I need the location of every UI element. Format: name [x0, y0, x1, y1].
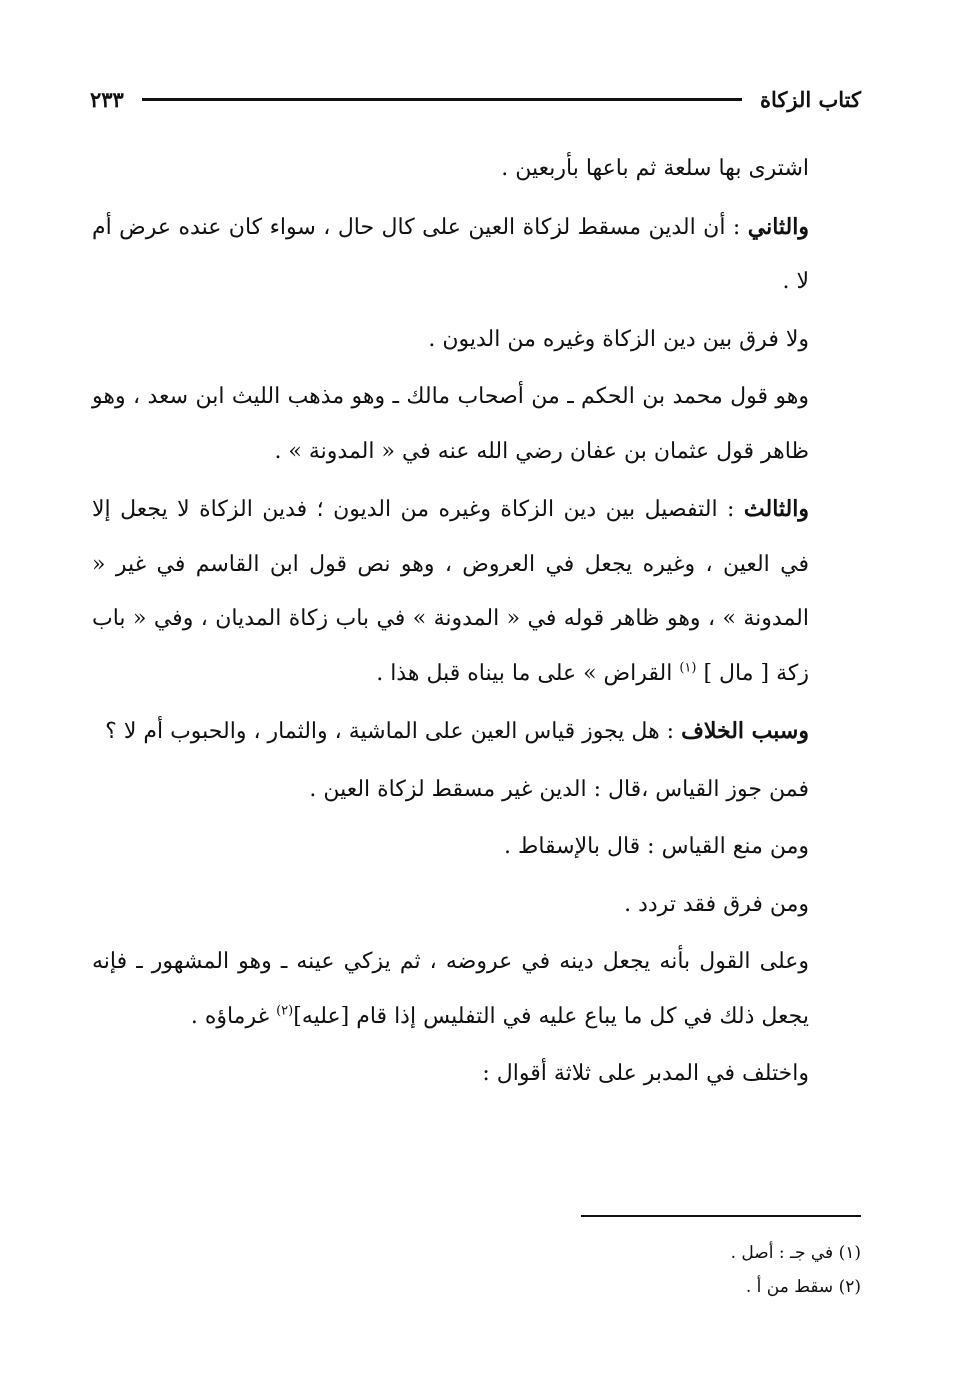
paragraph-10: [92, 935, 861, 1044]
paragraph-lead: وسبب الخلاف: [681, 718, 809, 744]
paragraph-3: [92, 313, 861, 368]
paragraph-8: [92, 820, 861, 875]
paragraph-text: : هل يجوز قياس العين على الماشية ، والثمار ، والحبوب أم لا ؟: [105, 719, 682, 744]
paragraph-6: [92, 704, 861, 760]
paragraph-11: [92, 1047, 861, 1102]
paragraph-9: [92, 878, 861, 933]
footnote-rule: [581, 1215, 861, 1217]
paragraph-text: ولا فرق بين دين الزكاة وغيره من الديون .: [428, 326, 809, 352]
paragraph-text: واختلف في المدبر على ثلاثة أقوال :: [482, 1061, 809, 1086]
footnotes: [92, 1236, 861, 1304]
paragraph-text: اشترى بها سلعة ثم باعها بأربعين .: [501, 156, 809, 181]
paragraph-text: وهو قول محمد بن الحكم ـ من أصحاب مالك ـ وهو مذهب الليث ابن سعد ، وهو ظاهر قول عثمان بن عفان رضي الله عنه في « المدونة » .: [92, 384, 809, 464]
paragraph-lead: والثالث: [743, 496, 809, 522]
paragraph-text: ومن فرق فقد تردد .: [624, 891, 809, 917]
paragraph-1: [92, 142, 861, 197]
paragraph-text: فمن جوز القياس ،قال : الدين غير مسقط لزكاة العين .: [309, 776, 809, 802]
paragraph-text: القراض » على ما بيناه قبل هذا .: [376, 660, 680, 686]
paragraph-5: [92, 482, 861, 701]
paragraph-text: ومن منع القياس : قال بالإسقاط .: [504, 834, 809, 859]
paragraph-text: : التفصيل بين دين الزكاة وغيره من الديون ؛ فدين الزكاة لا يجعل إلا في العين ، وغيره يجعل في العروض ، وهو نص قول ابن القاسم في غير « المدونة » ، وهو ظاهر قوله في « المدونة » في باب زكاة المديان ، وفي « باب زكة [ مال ]: [92, 497, 809, 686]
footnote-ref-2: (٢): [276, 1003, 294, 1019]
page-number: ٢٣٣: [90, 86, 124, 112]
paragraph-2: [92, 200, 861, 310]
paragraph-text: : أن الدين مسقط لزكاة العين على كال حال ، سواء كان عنده عرض أم لا .: [92, 214, 809, 294]
footnote-ref-1: (١): [679, 660, 697, 676]
paragraph-4: [92, 370, 861, 479]
footnote-1: (١) في جـ : أصل .: [730, 1243, 861, 1263]
paragraph-text: غرماؤه .: [190, 1003, 277, 1029]
page-header: [90, 82, 861, 116]
chapter-title: كتاب الزكاة: [759, 86, 861, 112]
paragraph-7: [92, 763, 861, 818]
footnote-2: (٢) سقط من أ .: [745, 1277, 861, 1297]
paragraph-text: وعلى القول بأنه يجعل دينه في عروضه ، ثم يزكي عينه ـ وهو المشهور ـ فإنه يجعل ذلك في كل ما يباع عليه في التفليس إذا قام [عليه]: [92, 949, 809, 1029]
header-rule: [142, 98, 742, 101]
paragraph-lead: والثاني: [747, 213, 809, 240]
page-body: [92, 142, 861, 1105]
